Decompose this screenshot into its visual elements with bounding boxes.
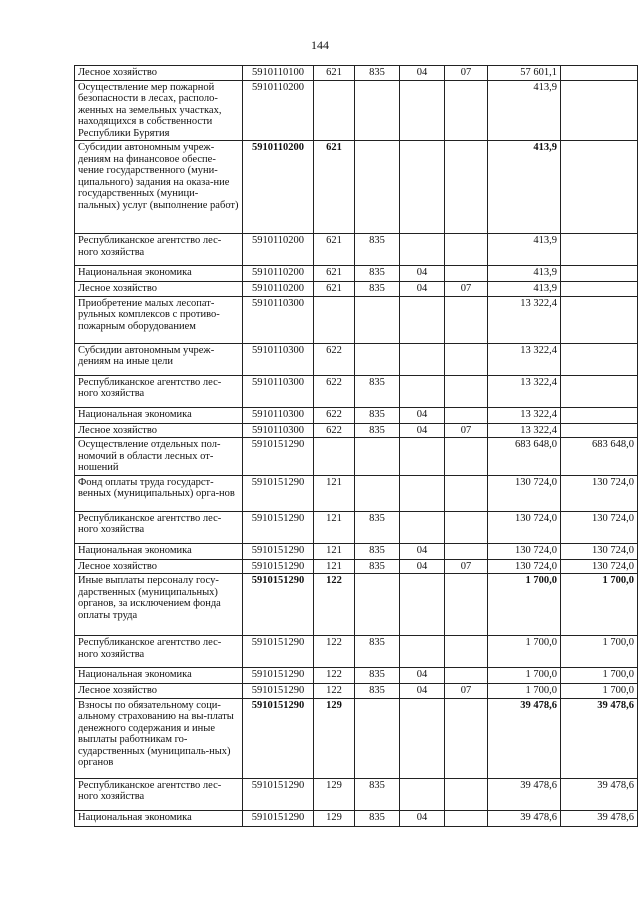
cell-gr: 835 (355, 543, 400, 559)
cell-name: Субсидии автономным учреж-дениям на иные цели (75, 343, 243, 375)
cell-vr: 122 (314, 668, 355, 684)
cell-pr: 07 (445, 66, 488, 81)
cell-vr: 121 (314, 543, 355, 559)
cell-gr (355, 80, 400, 141)
table-row (75, 636, 638, 668)
cell-pr: 07 (445, 282, 488, 297)
cell-vr: 129 (314, 778, 355, 810)
cell-csr: 5910151290 (243, 574, 314, 636)
cell-rz (400, 636, 445, 668)
cell-sum2 (561, 375, 638, 407)
cell-rz: 04 (400, 266, 445, 282)
cell-name: Лесное хозяйство (75, 684, 243, 699)
cell-name: Взносы по обязательному соци-альному страхованию на вы-платы денежного содержания и иные выплаты работникам го-сударственных (муниципаль-ных) органов (75, 698, 243, 778)
cell-name: Республиканское агентство лес-ного хозяйства (75, 511, 243, 543)
cell-pr (445, 511, 488, 543)
cell-vr: 122 (314, 574, 355, 636)
cell-csr: 5910110200 (243, 282, 314, 297)
cell-gr (355, 343, 400, 375)
cell-csr: 5910110200 (243, 141, 314, 234)
cell-sum2: 39 478,6 (561, 778, 638, 810)
table-row (75, 407, 638, 423)
cell-vr (314, 80, 355, 141)
cell-pr (445, 668, 488, 684)
cell-sum2: 683 648,0 (561, 438, 638, 476)
cell-name: Республиканское агентство лес-ного хозяйства (75, 375, 243, 407)
cell-rz (400, 234, 445, 266)
cell-csr: 5910151290 (243, 438, 314, 476)
cell-name: Иные выплаты персоналу госу-дарственных (муниципальных) органов, за исключением фонда оплаты труда (75, 574, 243, 636)
cell-sum1: 13 322,4 (488, 407, 561, 423)
cell-name: Лесное хозяйство (75, 282, 243, 297)
cell-sum2: 130 724,0 (561, 511, 638, 543)
table-row (75, 296, 638, 343)
table-row (75, 66, 638, 81)
cell-csr: 5910151290 (243, 475, 314, 511)
cell-name: Национальная экономика (75, 266, 243, 282)
cell-gr: 835 (355, 778, 400, 810)
page-number: 144 (311, 38, 329, 52)
cell-csr: 5910110300 (243, 423, 314, 438)
cell-pr (445, 636, 488, 668)
cell-sum2: 1 700,0 (561, 636, 638, 668)
cell-name: Приобретение малых лесопат-рульных комплексов с противо-пожарным оборудованием (75, 296, 243, 343)
cell-vr: 621 (314, 266, 355, 282)
table-row (75, 423, 638, 438)
cell-csr: 5910110300 (243, 343, 314, 375)
cell-vr: 622 (314, 423, 355, 438)
cell-sum1: 57 601,1 (488, 66, 561, 81)
table-row (75, 343, 638, 375)
cell-sum1: 130 724,0 (488, 511, 561, 543)
cell-sum1: 413,9 (488, 141, 561, 234)
cell-rz: 04 (400, 407, 445, 423)
cell-sum1: 39 478,6 (488, 778, 561, 810)
cell-gr: 835 (355, 266, 400, 282)
table-row (75, 234, 638, 266)
cell-vr: 121 (314, 475, 355, 511)
cell-csr: 5910151290 (243, 810, 314, 826)
cell-gr (355, 438, 400, 476)
cell-rz (400, 343, 445, 375)
cell-csr: 5910110300 (243, 407, 314, 423)
cell-pr (445, 80, 488, 141)
cell-sum1: 1 700,0 (488, 636, 561, 668)
cell-name: Республиканское агентство лес-ного хозяйства (75, 636, 243, 668)
cell-rz (400, 80, 445, 141)
cell-csr: 5910110200 (243, 266, 314, 282)
cell-csr: 5910151290 (243, 684, 314, 699)
table-row (75, 141, 638, 234)
cell-vr: 122 (314, 636, 355, 668)
table-row (75, 543, 638, 559)
cell-sum2: 39 478,6 (561, 810, 638, 826)
cell-gr: 835 (355, 407, 400, 423)
cell-csr: 5910110300 (243, 296, 314, 343)
cell-pr (445, 296, 488, 343)
cell-rz (400, 438, 445, 476)
cell-gr: 835 (355, 668, 400, 684)
cell-gr (355, 574, 400, 636)
cell-vr: 129 (314, 698, 355, 778)
cell-gr: 835 (355, 636, 400, 668)
cell-rz: 04 (400, 810, 445, 826)
cell-gr: 835 (355, 282, 400, 297)
cell-pr (445, 543, 488, 559)
cell-sum2: 1 700,0 (561, 574, 638, 636)
cell-gr (355, 296, 400, 343)
cell-csr: 5910151290 (243, 778, 314, 810)
cell-vr: 622 (314, 343, 355, 375)
cell-csr: 5910151290 (243, 698, 314, 778)
cell-sum1: 39 478,6 (488, 698, 561, 778)
cell-sum1: 130 724,0 (488, 475, 561, 511)
cell-sum1: 1 700,0 (488, 668, 561, 684)
cell-name: Осуществление мер пожарной безопасности в лесах, располо-женных на земельных участках, находящихся в собственности Республики Бурятия (75, 80, 243, 141)
cell-sum2 (561, 266, 638, 282)
cell-sum2: 130 724,0 (561, 559, 638, 574)
cell-rz: 04 (400, 423, 445, 438)
table-row (75, 375, 638, 407)
cell-csr: 5910151290 (243, 511, 314, 543)
budget-table (74, 65, 638, 827)
cell-name: Национальная экономика (75, 810, 243, 826)
cell-name: Лесное хозяйство (75, 559, 243, 574)
cell-pr (445, 266, 488, 282)
cell-sum2 (561, 80, 638, 141)
cell-sum1: 13 322,4 (488, 423, 561, 438)
cell-csr: 5910110200 (243, 234, 314, 266)
cell-rz (400, 475, 445, 511)
cell-pr: 07 (445, 423, 488, 438)
table-row (75, 80, 638, 141)
cell-csr: 5910151290 (243, 636, 314, 668)
cell-sum1: 130 724,0 (488, 543, 561, 559)
cell-vr: 122 (314, 684, 355, 699)
cell-vr (314, 438, 355, 476)
cell-name: Фонд оплаты труда государст-венных (муниципальных) орга-нов (75, 475, 243, 511)
cell-name: Национальная экономика (75, 407, 243, 423)
cell-gr: 835 (355, 234, 400, 266)
cell-rz (400, 698, 445, 778)
cell-sum2 (561, 407, 638, 423)
cell-csr: 5910110200 (243, 80, 314, 141)
cell-sum1: 413,9 (488, 80, 561, 141)
cell-sum1: 13 322,4 (488, 296, 561, 343)
cell-sum1: 413,9 (488, 282, 561, 297)
cell-sum2 (561, 343, 638, 375)
table-row (75, 698, 638, 778)
cell-pr (445, 475, 488, 511)
cell-gr: 835 (355, 684, 400, 699)
cell-pr (445, 778, 488, 810)
cell-gr: 835 (355, 423, 400, 438)
cell-gr: 835 (355, 375, 400, 407)
cell-pr (445, 234, 488, 266)
cell-csr: 5910151290 (243, 559, 314, 574)
cell-rz: 04 (400, 282, 445, 297)
cell-sum2 (561, 282, 638, 297)
cell-sum1: 13 322,4 (488, 375, 561, 407)
cell-gr: 835 (355, 511, 400, 543)
cell-rz: 04 (400, 559, 445, 574)
cell-sum2: 130 724,0 (561, 475, 638, 511)
cell-sum2: 1 700,0 (561, 668, 638, 684)
cell-gr (355, 475, 400, 511)
cell-gr: 835 (355, 559, 400, 574)
cell-name: Осуществление отдельных пол-номочий в области лесных от-ношений (75, 438, 243, 476)
cell-pr (445, 407, 488, 423)
cell-rz (400, 296, 445, 343)
cell-rz: 04 (400, 543, 445, 559)
cell-sum2: 130 724,0 (561, 543, 638, 559)
table-row (75, 668, 638, 684)
cell-sum2 (561, 296, 638, 343)
cell-rz (400, 574, 445, 636)
cell-pr (445, 343, 488, 375)
cell-pr (445, 438, 488, 476)
cell-rz (400, 141, 445, 234)
cell-sum1: 1 700,0 (488, 574, 561, 636)
cell-sum2 (561, 234, 638, 266)
cell-name: Национальная экономика (75, 668, 243, 684)
cell-csr: 5910151290 (243, 668, 314, 684)
table-row (75, 559, 638, 574)
cell-vr: 621 (314, 66, 355, 81)
cell-rz: 04 (400, 66, 445, 81)
cell-gr (355, 698, 400, 778)
table-row (75, 574, 638, 636)
cell-name: Республиканское агентство лес-ного хозяйства (75, 778, 243, 810)
cell-rz: 04 (400, 668, 445, 684)
cell-pr: 07 (445, 684, 488, 699)
cell-sum1: 413,9 (488, 266, 561, 282)
cell-sum1: 1 700,0 (488, 684, 561, 699)
cell-name: Лесное хозяйство (75, 66, 243, 81)
table-row (75, 684, 638, 699)
cell-sum2 (561, 141, 638, 234)
cell-name: Лесное хозяйство (75, 423, 243, 438)
cell-name: Национальная экономика (75, 543, 243, 559)
cell-vr: 621 (314, 234, 355, 266)
cell-vr: 129 (314, 810, 355, 826)
cell-name: Республиканское агентство лес-ного хозяйства (75, 234, 243, 266)
cell-name: Субсидии автономным учреж-дениям на финансовое обеспе-чение государственного (муни-ципального) задания на оказа-ние государственных (муници-пальных) услуг (выполнение работ) (75, 141, 243, 234)
cell-vr: 621 (314, 141, 355, 234)
cell-sum1: 413,9 (488, 234, 561, 266)
cell-pr (445, 810, 488, 826)
table-row (75, 778, 638, 810)
table-row (75, 475, 638, 511)
cell-csr: 5910110100 (243, 66, 314, 81)
cell-rz (400, 375, 445, 407)
cell-pr (445, 698, 488, 778)
table-row (75, 511, 638, 543)
cell-sum1: 130 724,0 (488, 559, 561, 574)
cell-rz (400, 511, 445, 543)
cell-gr: 835 (355, 66, 400, 81)
cell-sum1: 39 478,6 (488, 810, 561, 826)
cell-sum1: 683 648,0 (488, 438, 561, 476)
cell-vr: 121 (314, 559, 355, 574)
cell-vr: 621 (314, 282, 355, 297)
cell-sum2 (561, 66, 638, 81)
cell-rz (400, 778, 445, 810)
cell-pr (445, 574, 488, 636)
cell-vr: 121 (314, 511, 355, 543)
cell-sum1: 13 322,4 (488, 343, 561, 375)
cell-vr (314, 296, 355, 343)
cell-rz: 04 (400, 684, 445, 699)
cell-sum2: 1 700,0 (561, 684, 638, 699)
cell-pr (445, 141, 488, 234)
cell-sum2 (561, 423, 638, 438)
table-row (75, 810, 638, 826)
cell-csr: 5910110300 (243, 375, 314, 407)
table-row (75, 282, 638, 297)
cell-gr: 835 (355, 810, 400, 826)
table-row (75, 438, 638, 476)
cell-pr (445, 375, 488, 407)
cell-sum2: 39 478,6 (561, 698, 638, 778)
cell-gr (355, 141, 400, 234)
table-row (75, 266, 638, 282)
cell-vr: 622 (314, 407, 355, 423)
cell-csr: 5910151290 (243, 543, 314, 559)
cell-pr: 07 (445, 559, 488, 574)
cell-vr: 622 (314, 375, 355, 407)
